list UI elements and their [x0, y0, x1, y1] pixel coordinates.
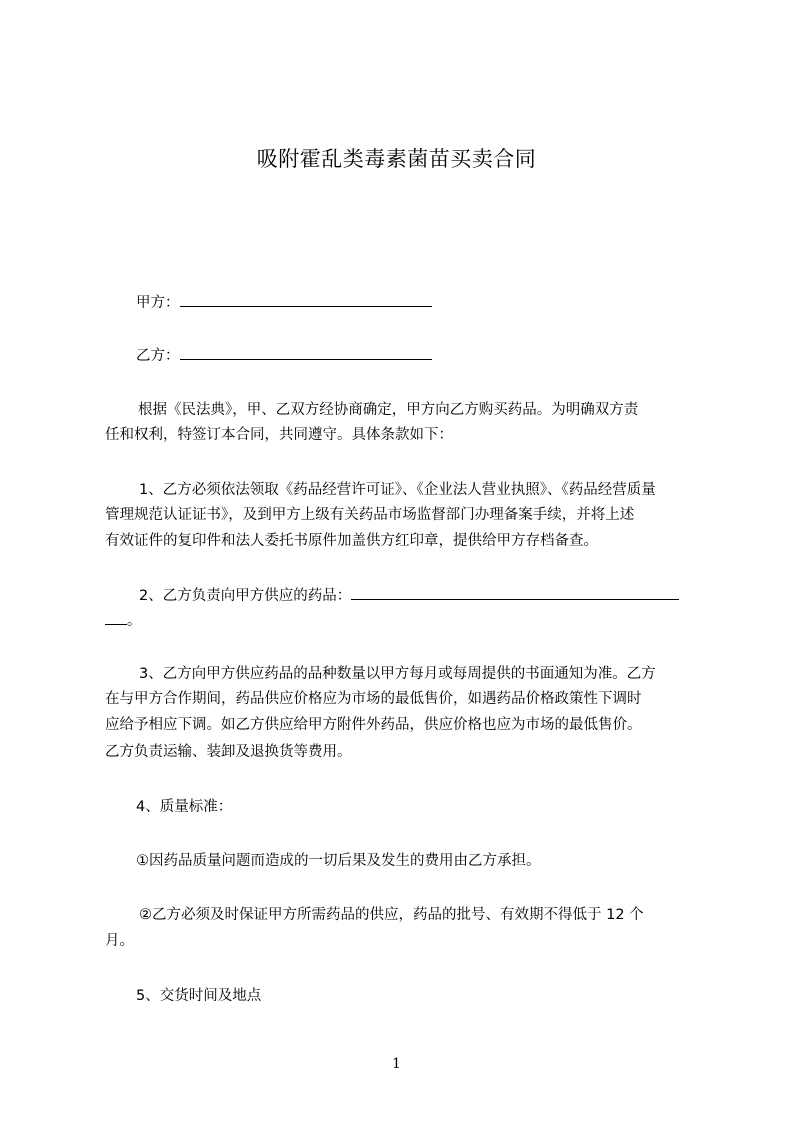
party-b-line: [136, 345, 432, 366]
clause2-line-2: [105, 610, 142, 631]
party-a-blank: [180, 292, 432, 307]
intro-line-2: 任和权利，特签订本合同，共同遵守。具体条款如下：: [105, 427, 453, 443]
clause3-line-4: 乙方负责运输、装卸及退换货等费用。: [105, 744, 352, 760]
clause4-heading: 4、质量标准：: [136, 799, 233, 815]
clause1-line-3: 有效证件的复印件和法人委托书原件加盖供方红印章，提供给甲方存档备查。: [105, 533, 598, 549]
clause4-item1: ①因药品质量问题而造成的一切后果及发生的费用由乙方承担。: [136, 853, 541, 869]
clause3-line-3: 应给予相应下调。如乙方供应给甲方附件外药品，供应价格也应为市场的最低售价。: [105, 717, 642, 733]
clause2-label: 2、乙方负责向甲方供应的药品：: [139, 588, 352, 604]
contract-title: 吸附霍乱类毒素菌苗买卖合同: [256, 147, 537, 171]
clause1-line-1: 1、乙方必须依法领取《药品经营许可证》、《企业法人营业执照》、《药品经营质量: [139, 482, 656, 498]
clause2-blank-cont: [105, 610, 127, 625]
clause5-heading: 5、交货时间及地点: [136, 988, 262, 1004]
clause3-line-2: 在与甲方合作期间，药品供应价格应为市场的最低售价，如遇药品价格政策性下调时: [105, 691, 642, 707]
party-b-blank: [180, 345, 432, 360]
page-number: 1: [392, 1056, 401, 1072]
party-a-line: [136, 292, 432, 313]
clause2-end: 。: [127, 613, 142, 629]
clause2-line-1: [139, 585, 679, 606]
intro-line-1: 根据《民法典》，甲、乙双方经协商确定，甲方向乙方购买药品。为明确双方责: [138, 402, 639, 418]
clause4-item2-line-2: 月。: [105, 933, 134, 949]
party-a-label: 甲方：: [136, 295, 180, 311]
clause3-line-1: 3、乙方向甲方供应药品的品种数量以甲方每月或每周提供的书面通知为准。乙方: [139, 666, 656, 682]
party-b-label: 乙方：: [136, 348, 180, 364]
clause2-blank: [351, 585, 679, 600]
clause4-item2-line-1: ②乙方必须及时保证甲方所需药品的供应，药品的批号、有效期不得低于 12 个: [139, 907, 644, 923]
clause1-line-2: 管理规范认证证书》，及到甲方上级有关药品市场监督部门办理备案手续，并将上述: [105, 507, 635, 523]
